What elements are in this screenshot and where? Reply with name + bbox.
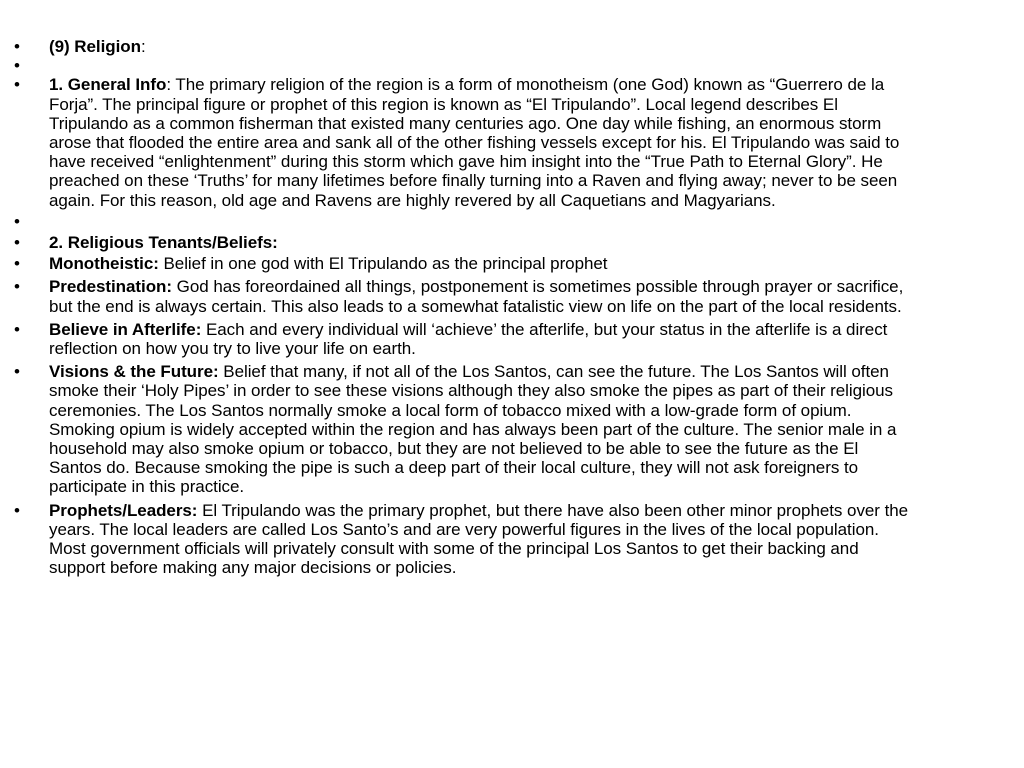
monotheistic-text: Belief in one god with El Tripulando as the principal prophet [163, 254, 608, 274]
bullet-item-visions [14, 362, 914, 496]
bullet-item-empty [14, 212, 914, 231]
bullet-list [14, 37, 914, 577]
bullet-item-prophets [14, 501, 914, 578]
bullet-item-afterlife [14, 320, 914, 358]
general-info-heading: 1. General Info [49, 75, 167, 95]
section-title: (9) Religion [49, 37, 141, 56]
bullet-item-empty [14, 56, 914, 75]
bullet-icon: • [14, 56, 20, 76]
tenants-heading: 2. Religious Tenants/Beliefs: [49, 233, 278, 252]
bullet-icon: • [14, 233, 20, 252]
bullet-icon: • [14, 277, 20, 297]
bullet-item-general-info [14, 75, 914, 209]
bullet-item-religion-title [14, 37, 914, 56]
monotheistic-heading: Monotheistic: [49, 254, 164, 274]
visions-text: Belief that many, if not all of the Los Santos, can see the future. The Los Santos will often smoke their ‘Holy Pipes’ in order to see these visions although they also smoke the pipes as part of their religious ceremonies. The Los Santos normally smoke a local form of tobacco mixed with a low-grade form of opium. Smoking opium is widely accepted within the region and has always been part of the culture. The senior male in a household may also smoke opium or tobacco, but they are not believed to be able to see the future as the El Santos do. Because smoking the pipe is such a deep part of their local culture, they will not ask foreigners to participate in this practice. [49, 362, 897, 497]
prophets-heading: Prophets/Leaders: [49, 500, 203, 520]
bullet-icon: • [14, 75, 20, 95]
predestination-text: God has foreordained all things, postponement is sometimes possible through prayer or sacrifice, but the end is always certain. This also leads to a somewhat fatalistic view on life on the part of the local residents. [49, 277, 904, 316]
bullet-icon: • [14, 37, 20, 56]
bullet-icon: • [14, 211, 20, 231]
bullet-icon: • [14, 254, 20, 274]
section-title-suffix: : [140, 37, 146, 56]
bullet-icon: • [14, 500, 20, 520]
afterlife-text: Each and every individual will ‘achieve’ the afterlife, but your status in the afterlife is a direct reflection on how you try to live your life on earth. [49, 319, 888, 359]
bullet-icon: • [14, 319, 20, 339]
predestination-heading: Predestination: [49, 277, 177, 297]
bullet-item-tenants-heading [14, 233, 914, 252]
afterlife-heading: Believe in Afterlife: [49, 319, 206, 339]
bullet-icon: • [14, 362, 20, 382]
prophets-text: El Tripulando was the primary prophet, but there have also been other minor prophets over the years. The local leaders are called Los Santo’s and are very powerful figures in the lives of the local population. Most government officials will privately consult with some of the principal Los Santos to get their backing and support before making any major decisions or policies. [49, 500, 909, 578]
general-info-text: : The primary religion of the region is a form of monotheism (one God) known as “Guerrero de la Forja”. The principal figure or prophet of this region is known as “El Tripulando”. Local legend describes El Tripulando as a common fisherman that existed many centuries ago. One day while fishing, an enormous storm arose that flooded the entire area and sank all of the other fishing vessels except for his. El Tripulando was said to have received “enlightenment” during this storm which gave him insight into the “True Path to Eternal Glory”. He preached on these ‘Truths’ for many lifetimes before finally turning into a Raven and flying away; never to be seen again. For this reason, old age and Ravens are highly revered by all Caquetians and Magyarians. [49, 75, 900, 210]
bullet-item-predestination [14, 277, 914, 315]
bullet-item-monotheistic [14, 254, 914, 273]
visions-heading: Visions & the Future: [49, 362, 224, 382]
